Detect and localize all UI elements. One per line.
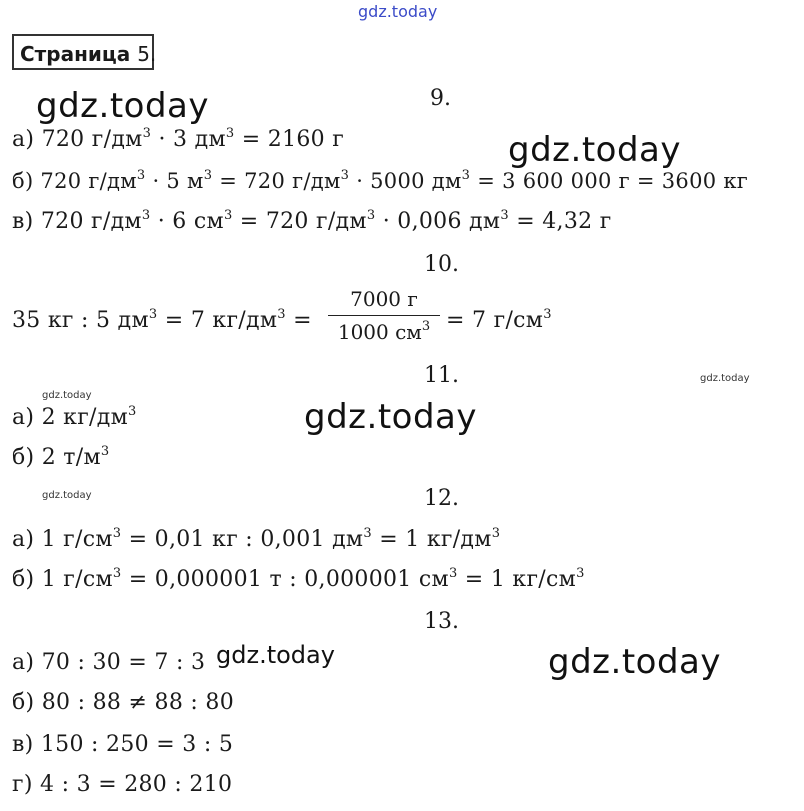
fraction-bar	[328, 315, 440, 316]
task-11-line-b	[12, 445, 110, 470]
exponent: 3	[448, 566, 458, 581]
exponent: 3	[277, 307, 286, 322]
watermark-big: gdz.today	[36, 86, 209, 126]
text: = 720 г/дм	[232, 209, 367, 234]
text: · 5000 дм	[349, 169, 462, 193]
text: б) 2 т/м	[12, 445, 101, 470]
text: = 2160 г	[234, 127, 345, 152]
task-number-11: 11.	[424, 363, 459, 388]
watermark-medium: gdz.today	[216, 641, 335, 669]
watermark-big: gdz.today	[548, 642, 721, 682]
task-number-9: 9.	[430, 86, 451, 111]
fraction-numerator: 7000 г	[350, 287, 418, 311]
exponent: 3	[500, 208, 509, 223]
task-11-line-a	[12, 405, 137, 430]
task-9-line-a	[12, 127, 344, 152]
exponent: 3	[421, 319, 431, 334]
exponent: 3	[112, 526, 122, 541]
watermark-top: gdz.today	[358, 2, 438, 21]
page-label: Страница	[20, 42, 131, 66]
task-13-line-c: в) 150 : 250 = 3 : 5	[12, 732, 234, 757]
watermark-small: gdz.today	[700, 373, 750, 384]
text: · 6 см	[150, 209, 224, 234]
task-13-line-a: а) 70 : 30 = 7 : 3	[12, 650, 206, 675]
text: = 720 г/дм	[212, 169, 341, 193]
task-9-line-b	[12, 169, 748, 193]
watermark-big: gdz.today	[508, 130, 681, 170]
text: · 3 дм	[151, 127, 226, 152]
text: = 0,000001 т : 0,000001 см	[121, 567, 449, 592]
task-9-line-c	[12, 209, 612, 234]
exponent: 3	[225, 126, 235, 141]
text: в) 720 г/дм	[12, 209, 142, 234]
text: а) 720 г/дм	[12, 127, 143, 152]
task-10-line-right	[446, 308, 552, 333]
watermark-small: gdz.today	[42, 390, 92, 401]
task-13-line-b: б) 80 : 88 ≠ 88 : 80	[12, 690, 235, 715]
exponent: 3	[363, 526, 372, 541]
exponent: 3	[136, 168, 146, 183]
text: 35 кг : 5 дм	[12, 308, 149, 333]
text: а) 2 кг/дм	[12, 405, 129, 430]
exponent: 3	[112, 566, 122, 581]
text: · 0,006 дм	[375, 209, 501, 234]
watermark-small: gdz.today	[42, 490, 92, 501]
task-number-10: 10.	[424, 252, 459, 277]
task-12-line-b	[12, 567, 585, 592]
watermark-big: gdz.today	[304, 397, 477, 437]
text: =	[285, 308, 312, 333]
fraction	[328, 287, 440, 344]
task-13-line-d: г) 4 : 3 = 280 : 210	[12, 772, 233, 797]
task-12-line-a	[12, 527, 500, 552]
text: б) 720 г/дм	[12, 169, 137, 193]
text: = 1 кг/дм	[371, 527, 492, 552]
exponent: 3	[128, 404, 137, 419]
text: б) 1 г/см	[12, 567, 113, 592]
task-number-12: 12.	[424, 486, 459, 511]
exponent: 3	[576, 566, 585, 581]
task-number-13: 13.	[424, 609, 459, 634]
exponent: 3	[100, 444, 110, 459]
text: = 3 600 000 г = 3600 кг	[470, 169, 749, 193]
text: · 5 м	[145, 169, 204, 193]
exponent: 3	[148, 307, 158, 322]
task-10-line-left	[12, 308, 312, 333]
exponent: 3	[340, 168, 350, 183]
fraction-denominator	[328, 320, 440, 344]
text: = 4,32 г	[508, 209, 612, 234]
text: = 1 кг/см	[457, 567, 577, 592]
exponent: 3	[223, 208, 233, 223]
exponent: 3	[142, 126, 152, 141]
text: 1000 см	[337, 320, 422, 344]
text: = 7 кг/дм	[157, 308, 278, 333]
text: = 7 г/см	[446, 308, 544, 333]
text: = 0,01 кг : 0,001 дм	[121, 527, 364, 552]
exponent: 3	[366, 208, 376, 223]
page-number: 5.	[137, 42, 157, 66]
exponent: 3	[203, 168, 213, 183]
exponent: 3	[461, 168, 471, 183]
text: а) 1 г/см	[12, 527, 113, 552]
exponent: 3	[141, 208, 151, 223]
page-heading	[12, 34, 157, 70]
exponent: 3	[491, 526, 501, 541]
exponent: 3	[543, 307, 552, 322]
